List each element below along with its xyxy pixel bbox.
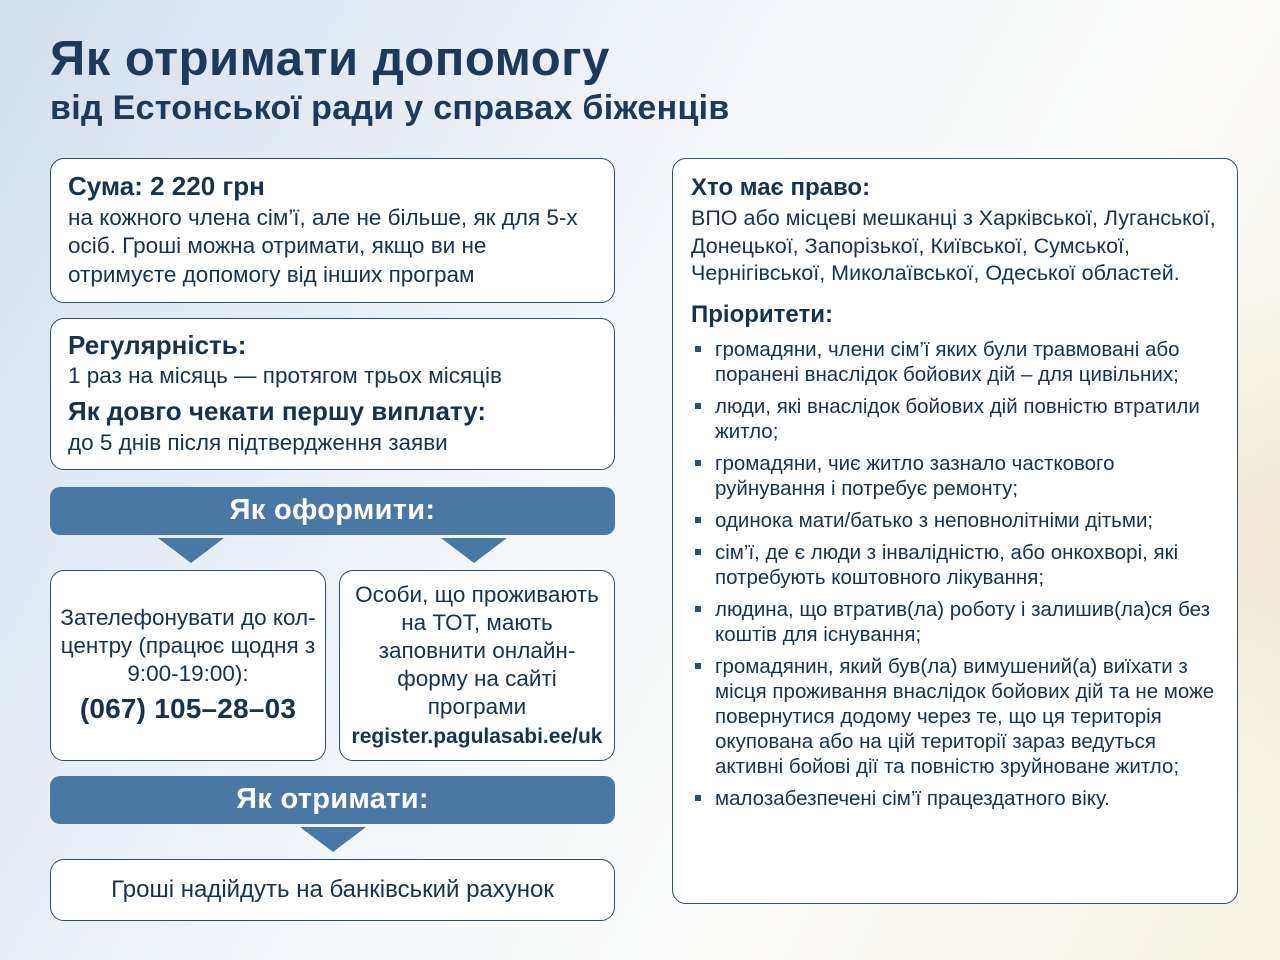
page-subtitle: від Естонської ради у справах біженців — [50, 88, 730, 127]
amount-heading: Сума: 2 220 грн — [68, 171, 265, 202]
right-column — [672, 158, 1238, 904]
online-form-card — [339, 570, 615, 760]
how-to-apply-banner: Як оформити: — [50, 487, 615, 535]
receive-arrow-row — [50, 827, 615, 854]
priority-item: малозабезпечені сім’ї працездатного віку. — [691, 786, 1219, 811]
regularity-body: 1 раз на місяць — протягом трьох місяців — [68, 363, 503, 389]
down-arrow-icon — [300, 827, 366, 852]
priorities-list — [691, 337, 1219, 811]
page-title: Як отримати допомогу — [50, 32, 610, 86]
result-card — [50, 859, 615, 921]
apply-arrows-row — [50, 538, 615, 565]
eligibility-heading: Хто має право: — [691, 174, 871, 202]
down-arrow-icon — [158, 538, 224, 563]
online-form-text: Особи, що проживають на ТОТ, мають заповнити онлайн-форму на сайті програми — [355, 582, 599, 719]
registration-url: register.pagulasabi.ee/uk — [351, 724, 603, 748]
phone-number: (067) 105–28–03 — [79, 692, 297, 724]
eligibility-card — [672, 158, 1238, 904]
amount-body: на кожного члена сім’ї, але не більше, як для 5-х осіб. Гроші можна отримати, якщо ви не отримуєте допомогу від інших програм — [68, 204, 578, 287]
first-payment-body: до 5 днів після підтвердження заяви — [68, 429, 448, 455]
priority-item: одинока мати/батько з неповнолітніми дітьми; — [691, 508, 1219, 533]
priority-item: громадянин, який був(ла) вимушений(а) виїхати з місця проживання внаслідок бойових дій та не може повернутися додому через те, що ця територія окупована або на цій території зараз ведуться активні бойові дії та повністю зруйноване житло; — [691, 654, 1219, 779]
first-payment-heading: Як довго чекати першу виплату: — [68, 396, 487, 427]
priority-item: громадяни, члени сім’ї яких були травмовані або поранені внаслідок бойових дій – для цивільних; — [691, 337, 1219, 387]
call-center-card — [50, 570, 326, 760]
priority-item: людина, що втратив(ла) роботу і залишив(ла)ся без коштів для існування; — [691, 597, 1219, 647]
eligibility-body: ВПО або місцеві мешканці з Харківської, Луганської, Донецької, Запорізької, Київської, Сумської, Чернігівської, Миколаївської, Одеської областей. — [691, 206, 1216, 285]
header — [50, 34, 1238, 128]
how-to-receive-banner: Як отримати: — [50, 776, 615, 824]
priorities-heading: Пріоритети: — [691, 301, 833, 329]
priority-item: люди, які внаслідок бойових дій повністю втратили житло; — [691, 394, 1219, 444]
regularity-heading: Регулярність: — [68, 329, 247, 360]
down-arrow-icon — [441, 538, 507, 563]
result-text: Гроші надійдуть на банківський рахунок — [111, 875, 554, 903]
call-center-text: Зателефонувати до кол-центру (працює щодня з 9:00-19:00): — [60, 605, 316, 686]
content-columns — [50, 158, 1238, 921]
amount-card — [50, 158, 615, 303]
left-column — [50, 158, 615, 921]
apply-options — [50, 570, 615, 760]
priority-item: громадяни, чиє житло зазнало часткового руйнування і потребує ремонту; — [691, 451, 1219, 501]
priority-item: сім’ї, де є люди з інвалідністю, або онкохворі, які потребують коштовного лікування; — [691, 540, 1219, 590]
regularity-card — [50, 318, 615, 470]
